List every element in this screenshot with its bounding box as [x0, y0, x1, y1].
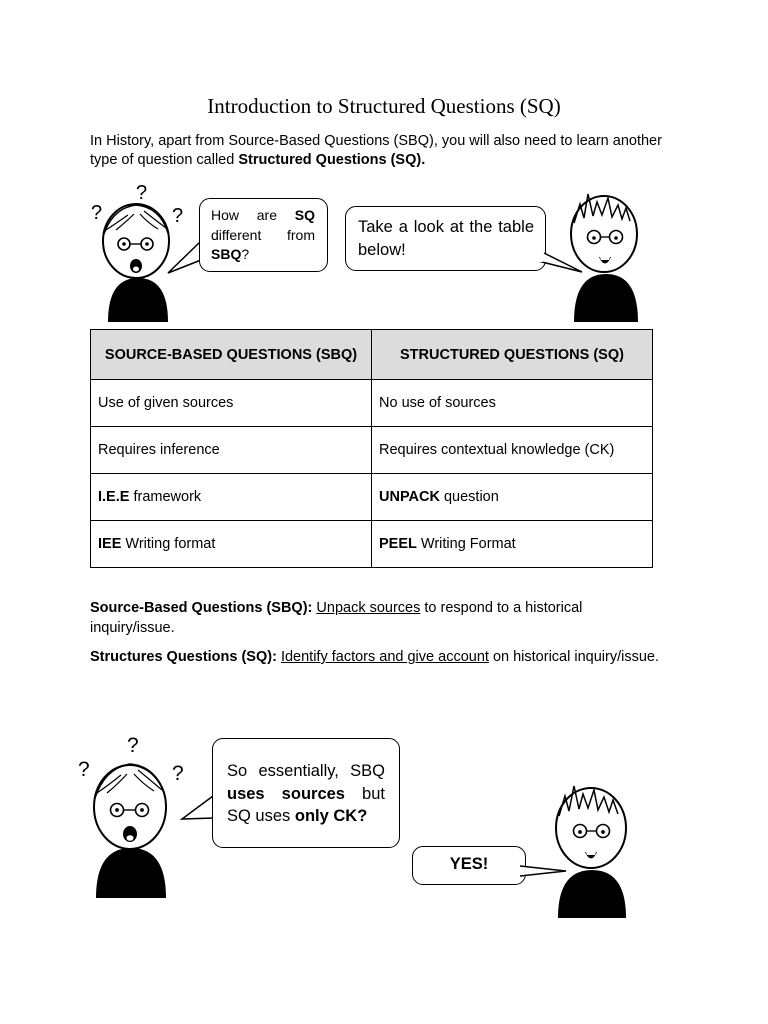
table-header-sbq: SOURCE-BASED QUESTIONS (SBQ) — [91, 330, 372, 380]
intro-bold: Structured Questions (SQ). — [238, 152, 426, 168]
speech-tail-icon — [520, 862, 570, 882]
question-bubble-2 — [212, 738, 400, 848]
intro-text: In History, apart from Source-Based Questions (SBQ), you will also need to learn another type of question called — [90, 133, 662, 168]
table-cell-sq: PEEL Writing Format — [372, 521, 653, 568]
table-cell-sbq: I.E.E framework — [91, 474, 372, 521]
table-cell-sq: UNPACK question — [372, 474, 653, 521]
intro-paragraph — [90, 132, 690, 170]
table-cell-sbq: Requires inference — [91, 427, 372, 474]
tail-mask-icon — [190, 248, 204, 262]
question-bubble-1-text: How are SQ different from SBQ? — [211, 207, 315, 262]
question-mark: ? — [91, 202, 103, 224]
question-mark: ? — [78, 758, 90, 781]
answer-bubble-1 — [345, 206, 546, 271]
table-cell-sq: Requires contextual knowledge (CK) — [372, 427, 653, 474]
table-cell-sbq: IEE Writing format — [91, 521, 372, 568]
sbq-definition: Source-Based Questions (SBQ): Unpack sources to respond to a historical inquiry/issue. — [90, 600, 583, 636]
question-mark: ? — [172, 762, 184, 785]
question-mark: ? — [127, 734, 139, 757]
question-bubble-1 — [199, 198, 328, 272]
answer-bubble-2 — [412, 846, 526, 885]
table-row — [91, 427, 653, 474]
question-bubble-2-text: So essentially, SBQ uses sources but SQ uses only CK? — [227, 762, 385, 825]
question-mark: ? — [172, 205, 184, 227]
table-row — [91, 380, 653, 427]
table-cell-sq: No use of sources — [372, 380, 653, 427]
speech-tail-icon — [538, 246, 588, 276]
table-cell-sbq: Use of given sources — [91, 380, 372, 427]
comparison-table — [90, 329, 653, 568]
happy-teacher-icon — [550, 780, 630, 920]
page-title: Introduction to Structured Questions (SQ) — [207, 94, 561, 118]
table-row — [91, 474, 653, 521]
confused-student-icon — [76, 730, 188, 900]
sq-definition: Structures Questions (SQ): Identify factors and give account on historical inquiry/issue. — [90, 649, 659, 665]
answer-bubble-1-text: Take a look at the table below! — [358, 218, 534, 259]
table-header-row — [91, 330, 653, 380]
table-row — [91, 521, 653, 568]
question-mark: ? — [136, 182, 148, 204]
table-header-sq: STRUCTURED QUESTIONS (SQ) — [372, 330, 653, 380]
answer-bubble-2-text: YES! — [449, 855, 489, 873]
